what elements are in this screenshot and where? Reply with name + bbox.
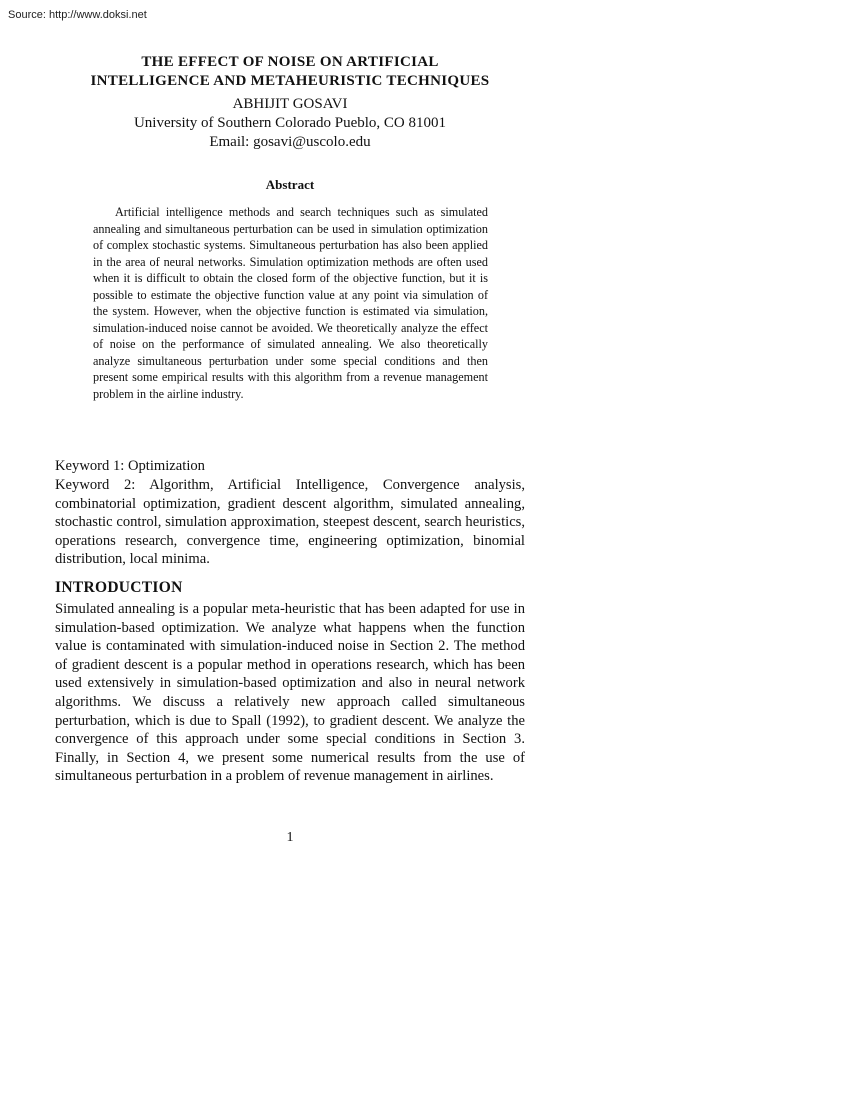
paper-header [40,53,540,152]
abstract-heading: Abstract [265,177,315,192]
page-number: 1 [286,830,294,845]
keyword-line-1: Keyword 1: Optimization [55,458,205,474]
author-affiliation: University of Southern Colorado Pueblo, CO 81001 [133,115,447,131]
author-name: ABHIJIT GOSAVI [232,96,348,112]
source-url: Source: http://www.doksi.net [8,9,147,21]
keyword-line-2: Keyword 2: Algorithm, Artificial Intelligence, Convergence analysis, combinatorial optimization, gradient descent algorithm, simulated annealing, stochastic control, simulation approximation, steepest descent, search heuristics, operations research, convergence time, engineering optimization, binomial distribution, local minima. [55,477,525,568]
introduction-heading: INTRODUCTION [55,579,183,596]
paper-title-line-1: THE EFFECT OF NOISE ON ARTIFICIAL [141,54,439,70]
abstract-text: Artificial intelligence methods and search techniques such as simulated annealing and simultaneous perturbation can be used in simulation optimization of complex stochastic systems. Simultaneous perturbation has also been applied in the area of neural networks. Simulation optimization methods are often used when it is difficult to obtain the closed form of the objective function, but it is possible to estimate the objective function value at any point via simulation of the system. However, when the objective function is estimated via simulation, simulation-induced noise cannot be avoided. We theoretically analyze the effect of noise on the performance of simulated annealing. We also theoretically analyze simultaneous perturbation under some special conditions and then present some empirical results with this algorithm from a revenue management problem in the airline industry. [93,205,488,401]
author-email: Email: gosavi@uscolo.edu [209,134,371,150]
paper-title-line-2: INTELLIGENCE AND METAHEURISTIC TECHNIQUES [90,72,490,89]
introduction-text: Simulated annealing is a popular meta-heuristic that has been adapted for use in simulation-based optimization. We analyze what happens when the function value is contaminated with simulation-induced noise in Section 2. The method of gradient descent is a popular method in operations research, which has been used extensively in simulation-based optimization and also in neural network algorithms. We discuss a relatively new approach called simultaneous perturbation, which is due to Spall (1992), to gradient descent. We analyze the convergence of this approach under some special conditions in Section 3. Finally, in Section 4, we present some numerical results from the use of simultaneous perturbation in a problem of revenue management in airlines. [55,601,525,785]
